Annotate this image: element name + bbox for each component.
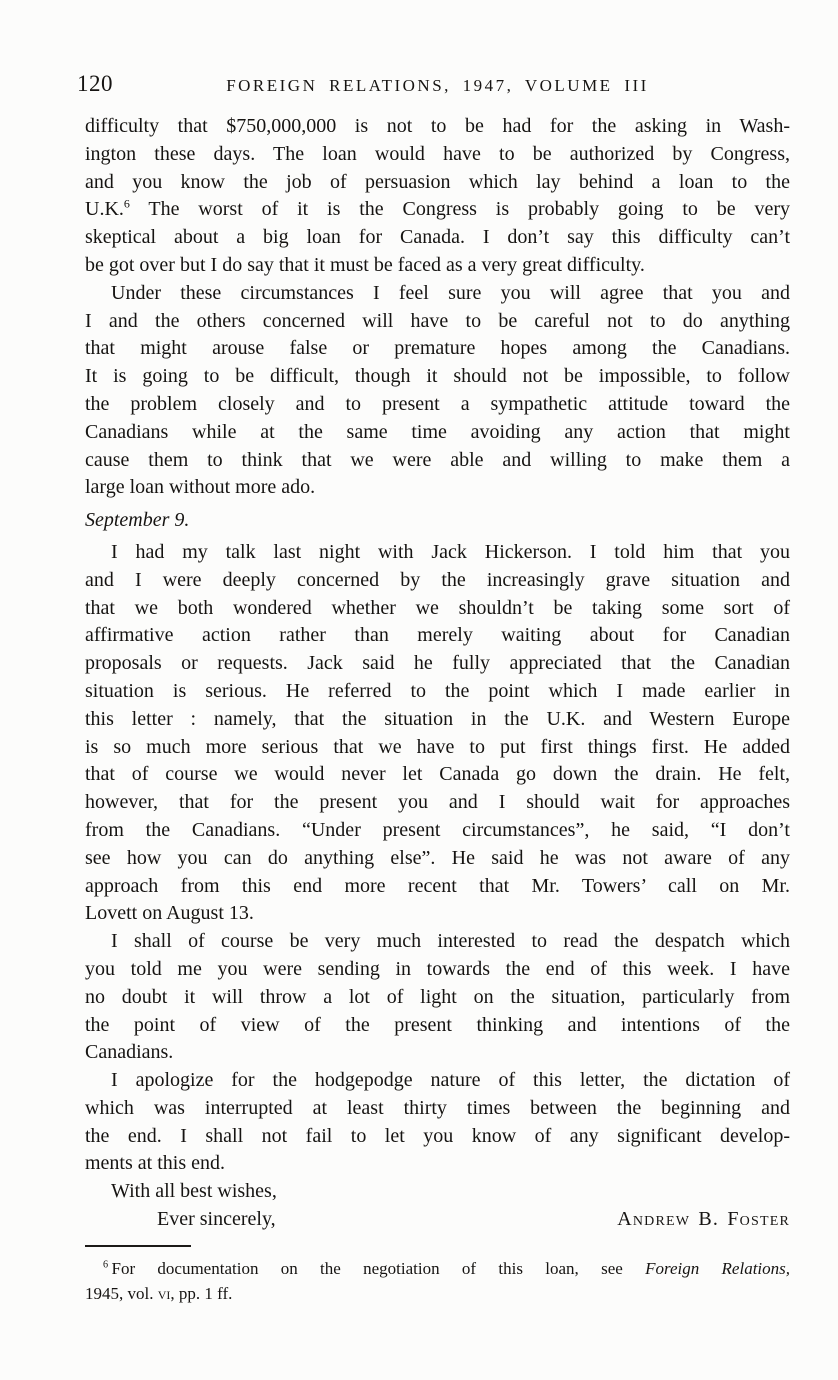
text-line: the point of view of the present thinking and intentions of the: [85, 1013, 790, 1036]
paragraph: [85, 113, 790, 280]
text-line: the problem closely and to present a sympathetic attitude toward the: [85, 392, 790, 415]
closing-wishes: With all best wishes,: [111, 1180, 277, 1203]
text-line: approach from this end more recent that Mr. Towers’ call on Mr.: [85, 874, 790, 897]
text-line: this letter : namely, that the situation in the U.K. and Western Europe: [85, 707, 790, 730]
text-line: I shall of course be very much interested to read the despatch which: [111, 930, 790, 953]
footnote-separator: [85, 1245, 191, 1247]
text-line: that of course we would never let Canada go down the drain. He felt,: [85, 763, 790, 786]
text-line: affirmative action rather than merely waiting about for Canadian: [85, 624, 790, 647]
date-heading: September 9.: [85, 509, 190, 532]
text-line: difficulty that $750,000,000 is not to be had for the asking in Wash-: [85, 115, 790, 137]
text-line: and you know the job of persuasion which lay behind a loan to the: [85, 170, 790, 193]
paragraph: [85, 280, 790, 502]
paragraph: [85, 1067, 790, 1178]
text-line: It is going to be difficult, though it should not be impossible, to follow: [85, 365, 790, 388]
footnote-line: 1945, vol. vi, pp. 1 ff.: [85, 1284, 233, 1304]
paragraph: [85, 928, 790, 1067]
text-line: you told me you were sending in towards the end of this week. I have: [85, 957, 790, 980]
text-line: the end. I shall not fail to let you know of any significant develop-: [85, 1124, 790, 1147]
text-line: ington these days. The loan would have to be authorized by Congress,: [85, 142, 790, 165]
text-line: that might arouse false or premature hopes among the Canadians.: [85, 337, 790, 360]
closing-row: [85, 1206, 790, 1234]
text-line: proposals or requests. Jack said he fully appreciated that the Canadian: [85, 652, 790, 675]
text-line: however, that for the present you and I should wait for approaches: [85, 791, 790, 814]
text-line: I apologize for the hodgepodge nature of this letter, the dictation of: [111, 1069, 790, 1092]
paragraph: [85, 539, 790, 928]
text-line: I and the others concerned will have to be careful not to do anything: [85, 309, 790, 332]
text-line: skeptical about a big loan for Canada. I don’t say this difficulty can’t: [85, 226, 790, 249]
text-line: large loan without more ado.: [85, 476, 316, 499]
text-line: Canadians while at the same time avoiding any action that might: [85, 420, 790, 443]
running-head: FOREIGN RELATIONS, 1947, VOLUME III: [226, 76, 649, 95]
text-line: Under these circumstances I feel sure you will agree that you and: [111, 281, 790, 304]
text-line: ments at this end.: [85, 1152, 225, 1175]
text-line: from the Canadians. “Under present circumstances”, he said, “I don’t: [85, 818, 790, 841]
text-line: no doubt it will throw a lot of light on the situation, particularly from: [85, 985, 790, 1008]
text-line: which was interrupted at least thirty times between the beginning and: [85, 1096, 790, 1119]
page-header: [77, 71, 790, 99]
text-line: Canadians.: [85, 1041, 174, 1064]
text-line: is so much more serious that we have to put first things first. He added: [85, 735, 790, 758]
text-line: and I were deeply concerned by the increasingly grave situation and: [85, 568, 790, 591]
text-line: Lovett on August 13.: [85, 902, 254, 925]
valediction: Ever sincerely,: [157, 1208, 276, 1231]
text-line: situation is serious. He referred to the point which I made earlier in: [85, 679, 790, 702]
text-line: that we both wondered whether we shouldn’t be taking some sort of: [85, 596, 790, 619]
text-line: cause them to think that we were able and willing to make them a: [85, 448, 790, 471]
signature: Andrew B. Foster: [617, 1208, 790, 1231]
text-line: see how you can do anything else”. He said he was not aware of any: [85, 846, 790, 869]
text-line: I had my talk last night with Jack Hickerson. I told him that you: [111, 540, 790, 563]
footnote-line: $^6$ For documentation on the negotiation of this loan, see Foreign Relations,: [103, 1258, 791, 1278]
text-line: U.K.$^6$ The worst of it is the Congress is probably going to be very: [85, 196, 790, 221]
footnote: [85, 1256, 790, 1307]
text-line: be got over but I do say that it must be faced as a very great difficulty.: [85, 253, 645, 276]
page-number: 120: [77, 71, 113, 96]
letter-body: [85, 113, 790, 1178]
